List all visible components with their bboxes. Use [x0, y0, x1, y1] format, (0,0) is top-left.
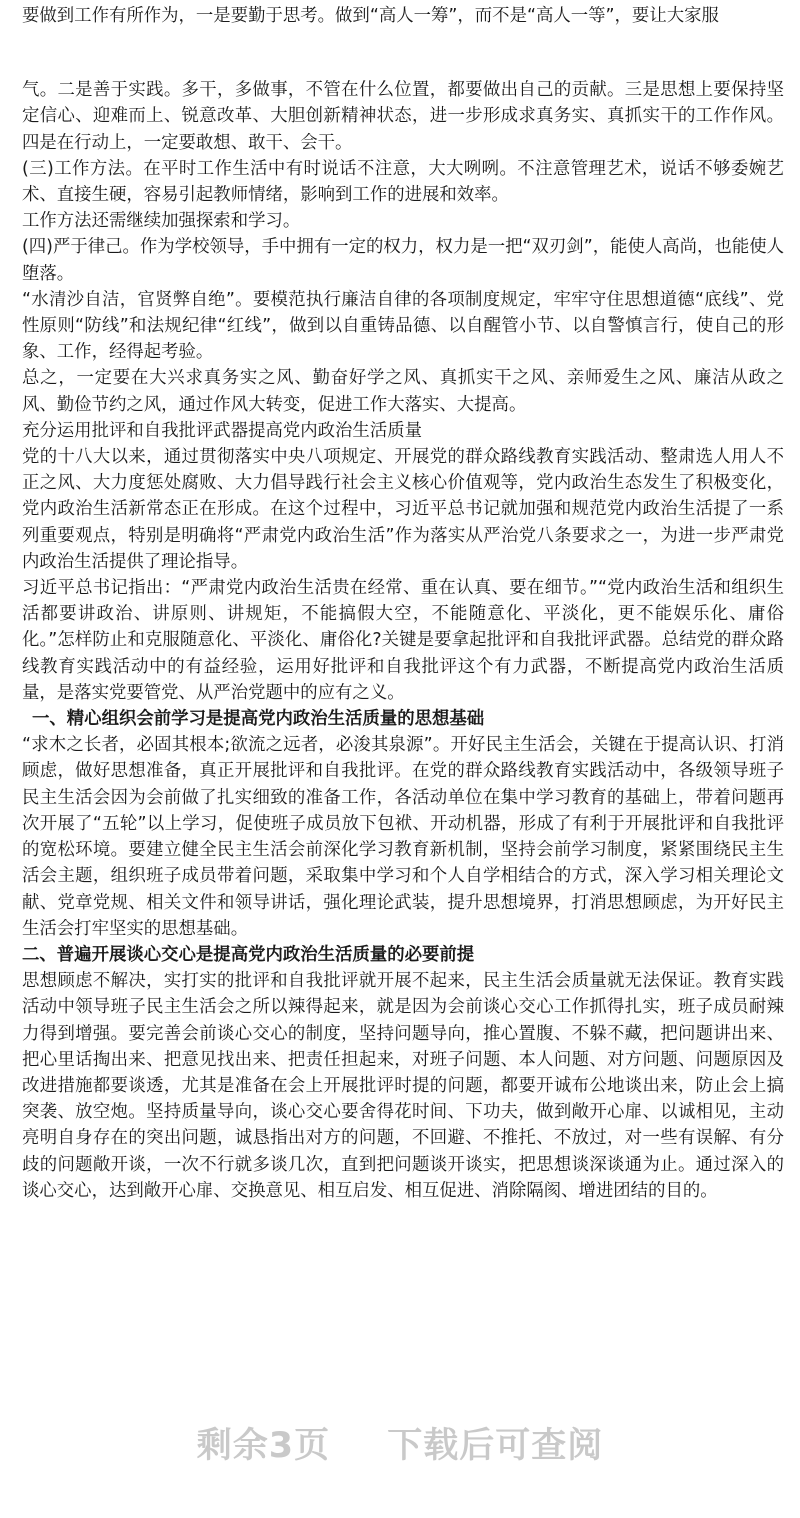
document-body: [22, 0, 784, 1204]
paragraph-work-method: (三)工作方法。在平时工作生活中有时说话不注意，大大咧咧。不注意管理艺术，说话不够委婉艺术、直接生硬，容易引起教师情绪，影响到工作的进展和效率。: [22, 158, 784, 206]
paragraph-intro: 要做到工作有所作为，一是要勤于思考。做到“高人一筹”，而不是“高人一等”，要让大家服: [22, 6, 719, 26]
paragraph-summary: 总之，一定要在大兴求真务实之风、勤奋好学之风、真抓实干之风、亲师爱生之风、廉洁从政之风、勤俭节约之风，通过作风大转变，促进工作大落实、大提高。: [22, 368, 784, 415]
paragraph-background: 党的十八大以来，通过贯彻落实中央八项规定、开展党的群众路线教育实践活动、整肃选人用人不正之风、大力度惩处腐败、大力倡导践行社会主义核心价值观等，党内政治生态发生了积极变化，党内政治生活新常态正在形成。在这个过程中，习近平总书记就加强和规范党内政治生活提了一系列重要观点，特别是明确将“严肃党内政治生活”作为落实从严治党八条要求之一，为进一步严肃党内政治生活提供了理论指导。: [22, 447, 784, 572]
paragraph-section-2: 思想顾虑不解决，实打实的批评和自我批评就开展不起来，民主生活会质量就无法保证。教育实践活动中领导班子民主生活会之所以辣得起来，就是因为会前谈心交心工作抓得扎实，班子成员耐辣力得到增强。要完善会前谈心交心的制度，坚持问题导向，推心置腹、不躲不藏，把问题讲出来、把心里话掏出来、把意见找出来、把责任担起来，对班子问题、本人问题、对方问题、问题原因及改进措施都要谈透，尤其是准备在会上开展批评时提的问题，都要开诚布公地谈出来，防止会上搞突袭、放空炮。坚持质量导向，谈心交心要舍得花时间、下功夫，做到敞开心扉、以诚相见，主动亮明自身存在的突出问题，诚恳指出对方的问题，不回避、不推托、不放过，对一些有误解、有分歧的问题敞开谈，一次不行就多谈几次，直到把问题谈开谈实，把思想谈深谈通为止。通过深入的谈心交心，达到敞开心扉、交换意见、相互启发、相互促进、消除隔阂、增进团结的目的。: [22, 971, 784, 1201]
remaining-pages-text: 剩余3页: [196, 1426, 331, 1466]
paragraph-quote: 习近平总书记指出：“严肃党内政治生活贵在经常、重在认真、要在细节。”“党内政治生活和组织生活都要讲政治、讲原则、讲规矩，不能搞假大空，不能随意化、平淡化，更不能娱乐化、庸俗化。”怎样防止和克服随意化、平淡化、庸俗化?关键是要拿起批评和自我批评武器。总结党的群众路线教育实践活动中的有益经验，运用好批评和自我批评这个有力武器，不断提高党内政治生活质量，是落实党要管党、从严治党题中的应有之义。: [22, 578, 784, 703]
paragraph-clean-government: “水清沙自洁，官贤弊自绝”。要模范执行廉洁自律的各项制度规定，牢牢守住思想道德“底线”、党性原则“防线”和法规纪律“红线”，做到以自重铸品德、以自醒管小节、以自警慎言行，使自己的形象、工作，经得起考验。: [22, 289, 784, 363]
section-heading-1: 一、精心组织会前学习是提高党内政治生活质量的思想基础: [32, 709, 485, 730]
section-heading-2: 二、普遍开展谈心交心是提高党内政治生活质量的必要前提: [22, 944, 475, 965]
download-prompt[interactable]: [0, 1418, 800, 1468]
paragraph-self-discipline: (四)严于律己。作为学校领导，手中拥有一定的权力，权力是一把“双刃剑”，能使人高尚，也能使人堕落。: [22, 237, 784, 284]
article-title: 充分运用批评和自我批评武器提高党内政治生活质量: [22, 420, 422, 441]
paragraph-section-1: “求木之长者，必固其根本;欲流之远者，必浚其泉源”。开好民主生活会，关键在于提高认识、打消顾虑，做好思想准备，真正开展批评和自我批评。在党的群众路线教育实践活动中，各级领导班子民主生活会因为会前做了扎实细致的准备工作，各活动单位在集中学习教育的基础上，带着问题再次开展了“五轮”以上学习，促使班子成员放下包袱、开动机器，形成了有利于开展批评和自我批评的宽松环境。要建立健全民主生活会前深化学习教育新机制，坚持会前学习制度，紧紧围绕民主生活会主题，组织班子成员带着问题，采取集中学习和个人自学相结合的方式，深入学习相关理论文献、党章党规、相关文件和领导讲话，强化理论武装，提升思想境界，打消思想顾虑，为开好民主生活会打牢坚实的思想基础。: [22, 735, 784, 939]
paragraph-practice: 气。二是善于实践。多干，多做事，不管在什么位置，都要做出自己的贡献。三是思想上要保持坚定信心、迎难而上、锐意改革、大胆创新精神状态，进一步形成求真务实、真抓实干的工作作风。四是在行动上，一定要敢想、敢干、会干。: [22, 80, 784, 153]
paragraph-work-method-note: 工作方法还需继续加强探索和学习。: [22, 211, 301, 232]
download-to-view-text: 下载后可查阅: [387, 1426, 604, 1466]
